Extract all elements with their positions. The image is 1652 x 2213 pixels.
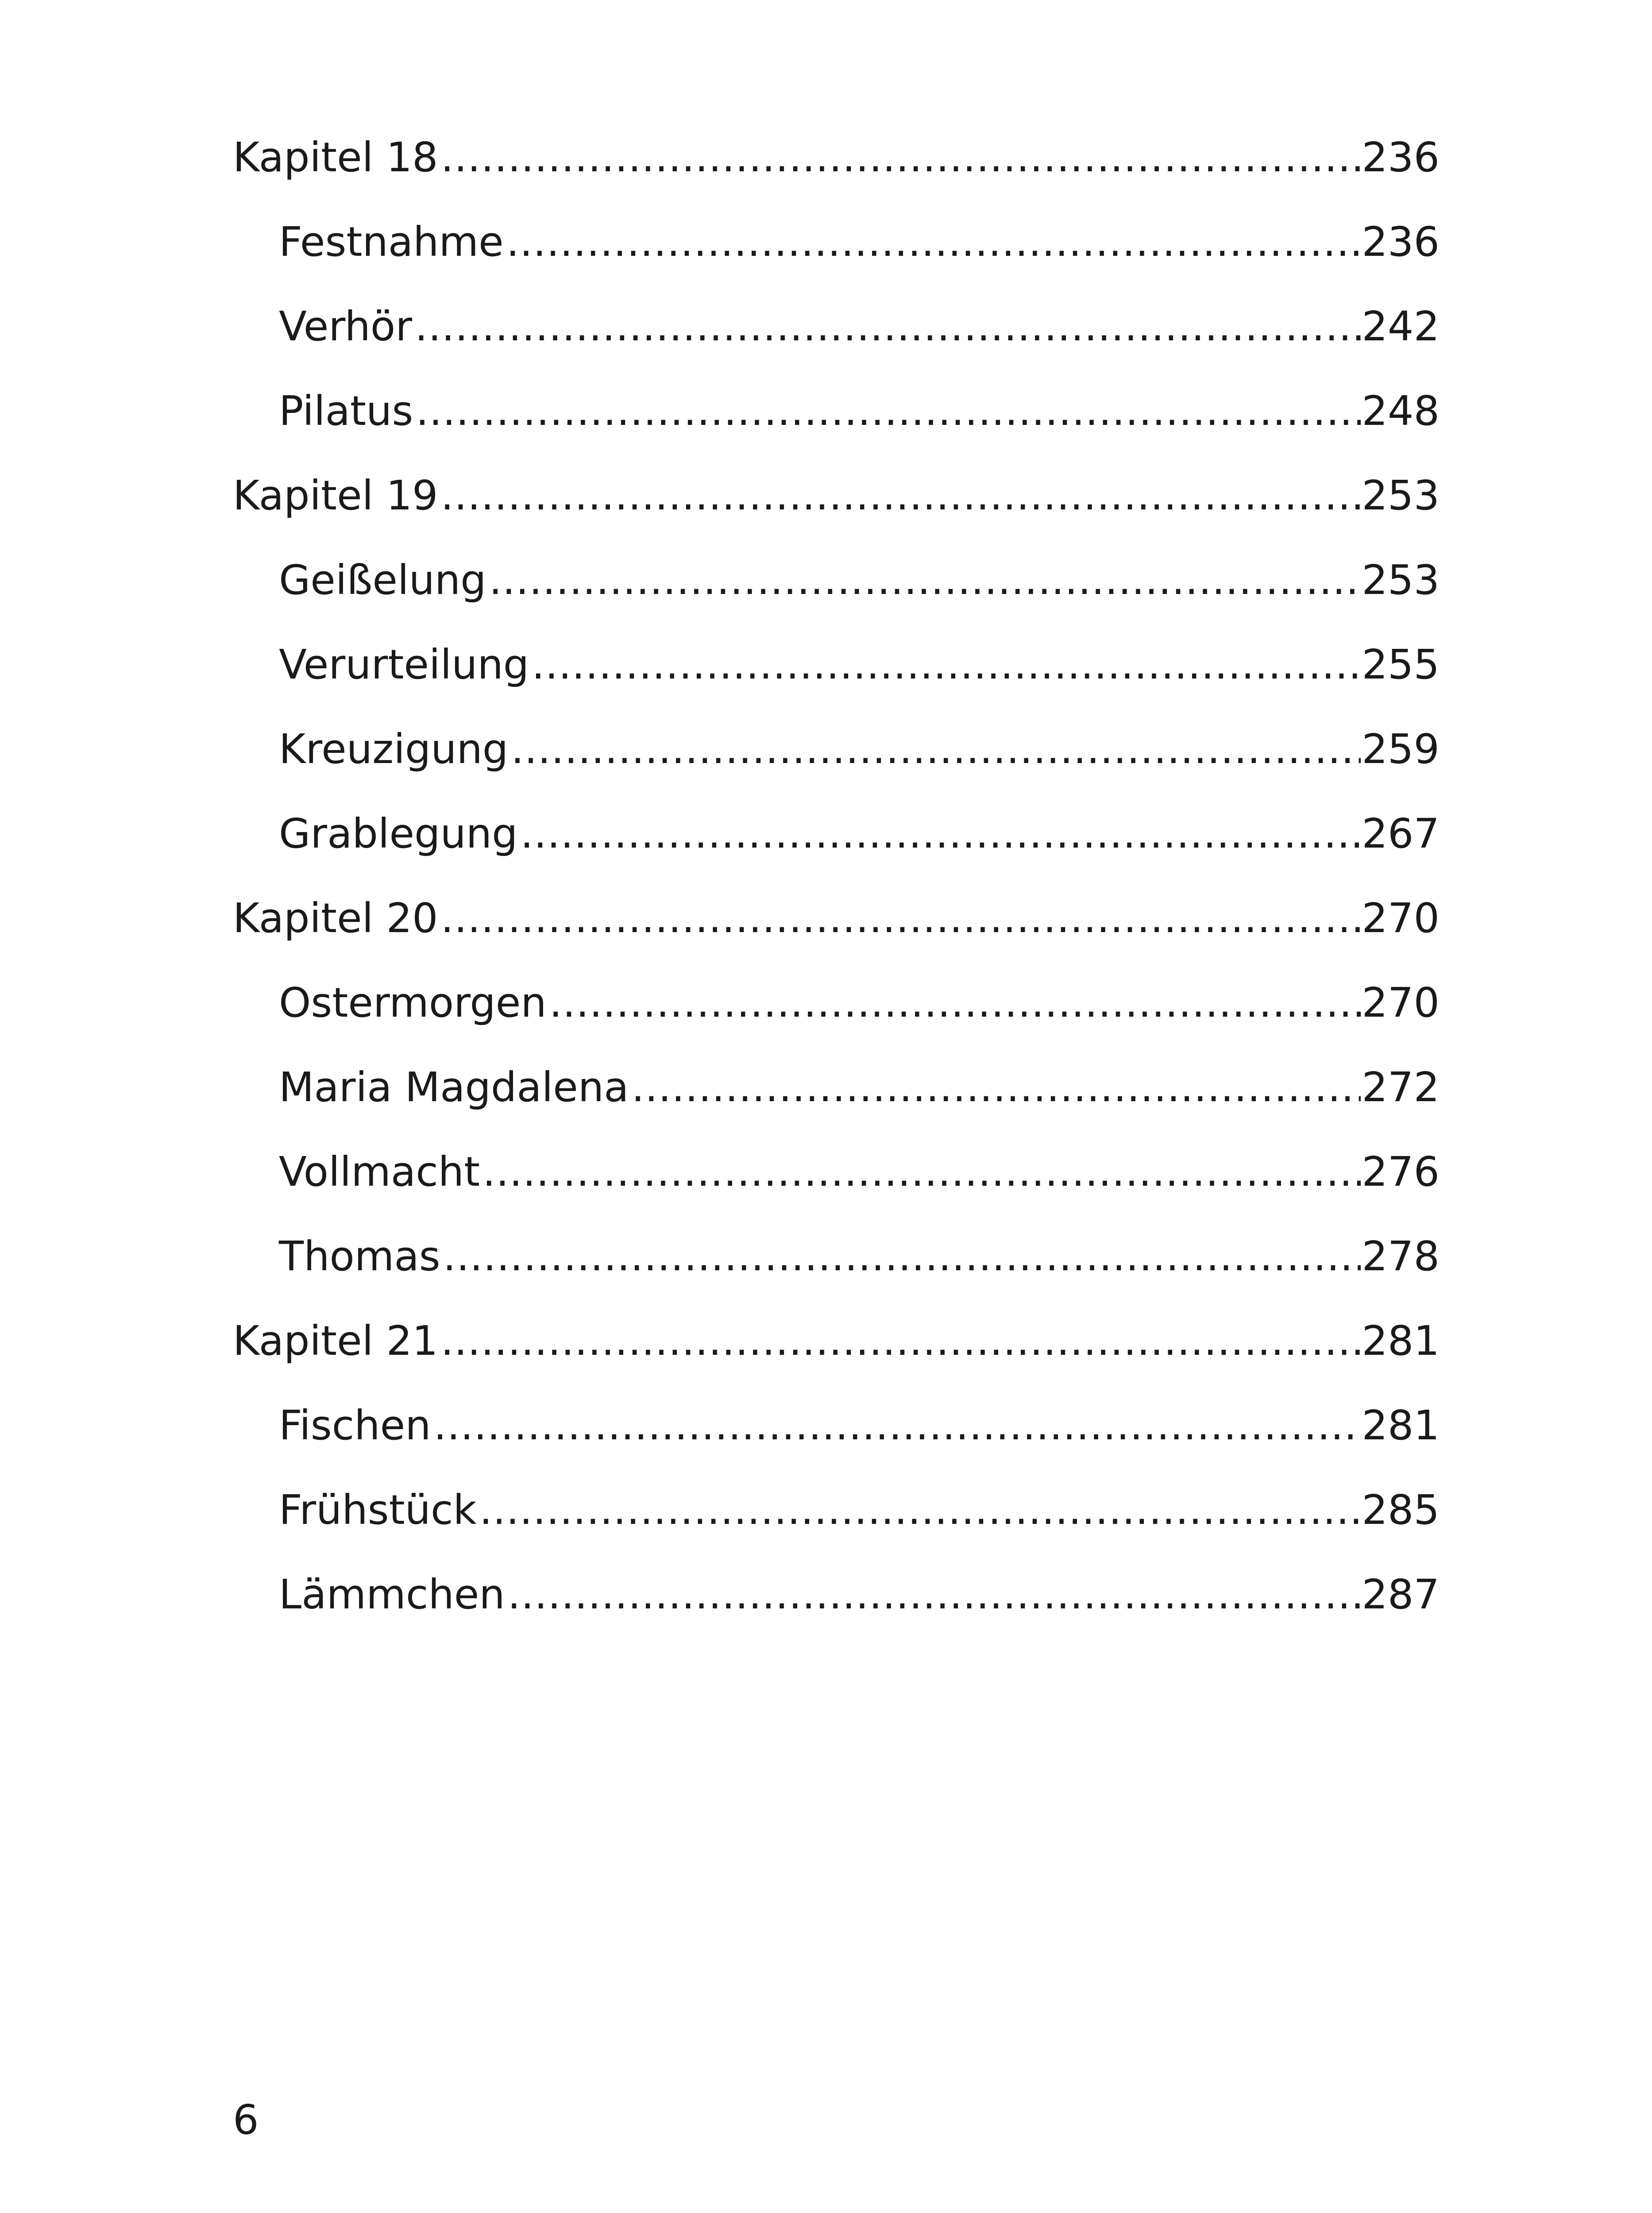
- page-number: 6: [233, 2096, 259, 2144]
- toc-leader-dots: [506, 200, 1361, 284]
- toc-entry-page: 278: [1362, 1233, 1440, 1280]
- toc-entry-page: 236: [1362, 218, 1440, 266]
- toc-leader-dots: [441, 876, 1361, 960]
- toc-entry-verurteilung[interactable]: [233, 622, 1440, 707]
- toc-leader-dots: [508, 1552, 1361, 1637]
- toc-entry-title: Festnahme: [279, 218, 504, 266]
- toc-entry-page: 276: [1362, 1148, 1440, 1195]
- toc-entry-vollmacht[interactable]: [233, 1130, 1440, 1214]
- toc-entry-title: Lämmchen: [279, 1571, 505, 1618]
- toc-leader-dots: [441, 115, 1361, 200]
- toc-entry-page: 236: [1362, 134, 1440, 181]
- toc-entry-page: 242: [1362, 303, 1440, 350]
- toc-entry-title: Vollmacht: [279, 1148, 480, 1195]
- toc-entry-kapitel-20[interactable]: [233, 876, 1440, 960]
- toc-entry-fischen[interactable]: [233, 1383, 1440, 1468]
- toc-entry-title: Kapitel 21: [233, 1317, 438, 1365]
- toc-entry-page: 267: [1362, 810, 1440, 857]
- toc-leader-dots: [549, 960, 1361, 1045]
- toc-entry-page: 285: [1362, 1486, 1440, 1534]
- toc-entry-ostermorgen[interactable]: [233, 960, 1440, 1045]
- toc-leader-dots: [443, 1214, 1361, 1299]
- toc-leader-dots: [520, 791, 1361, 876]
- toc-entry-title: Thomas: [279, 1233, 440, 1280]
- toc-entry-kapitel-18[interactable]: [233, 115, 1440, 200]
- toc-entry-title: Ostermorgen: [279, 979, 547, 1026]
- toc-entry-page: 253: [1362, 472, 1440, 519]
- table-of-contents: [233, 115, 1440, 1637]
- toc-entry-kreuzigung[interactable]: [233, 707, 1440, 791]
- toc-entry-page: 253: [1362, 556, 1440, 604]
- toc-leader-dots: [479, 1468, 1361, 1552]
- toc-entry-festnahme[interactable]: [233, 200, 1440, 284]
- toc-entry-pilatus[interactable]: [233, 369, 1440, 453]
- toc-entry-title: Geißelung: [279, 556, 486, 604]
- toc-entry-title: Maria Magdalena: [279, 1064, 629, 1111]
- toc-leader-dots: [482, 1130, 1361, 1214]
- toc-entry-page: 248: [1362, 387, 1440, 435]
- toc-leader-dots: [489, 538, 1361, 622]
- toc-entry-title: Kapitel 19: [233, 472, 438, 519]
- toc-entry-title: Fischen: [279, 1402, 431, 1449]
- toc-entry-title: Kapitel 20: [233, 894, 438, 942]
- toc-entry-verhoer[interactable]: [233, 284, 1440, 369]
- toc-entry-thomas[interactable]: [233, 1214, 1440, 1299]
- toc-entry-title: Kapitel 18: [233, 134, 438, 181]
- toc-entry-page: 281: [1362, 1402, 1440, 1449]
- toc-entry-grablegung[interactable]: [233, 791, 1440, 876]
- toc-entry-title: Verhör: [279, 303, 413, 350]
- toc-entry-laemmchen[interactable]: [233, 1552, 1440, 1637]
- toc-entry-page: 272: [1362, 1064, 1440, 1111]
- toc-entry-maria-magdalena[interactable]: [233, 1045, 1440, 1130]
- toc-entry-title: Verurteilung: [279, 641, 529, 688]
- toc-entry-page: 255: [1362, 641, 1440, 688]
- toc-entry-title: Pilatus: [279, 387, 413, 435]
- toc-leader-dots: [532, 622, 1361, 707]
- toc-entry-page: 281: [1362, 1317, 1440, 1365]
- toc-leader-dots: [415, 284, 1361, 369]
- toc-leader-dots: [434, 1383, 1361, 1468]
- toc-entry-kapitel-21[interactable]: [233, 1299, 1440, 1383]
- toc-entry-page: 270: [1362, 894, 1440, 942]
- toc-leader-dots: [511, 707, 1361, 791]
- toc-leader-dots: [416, 369, 1361, 453]
- toc-entry-geisselung[interactable]: [233, 538, 1440, 622]
- toc-entry-kapitel-19[interactable]: [233, 453, 1440, 538]
- toc-entry-title: Kreuzigung: [279, 725, 509, 773]
- toc-leader-dots: [441, 1299, 1361, 1383]
- toc-leader-dots: [441, 453, 1361, 538]
- toc-entry-page: 270: [1362, 979, 1440, 1026]
- toc-entry-page: 287: [1362, 1571, 1440, 1618]
- toc-entry-fruehstueck[interactable]: [233, 1468, 1440, 1552]
- toc-entry-title: Grablegung: [279, 810, 518, 857]
- toc-leader-dots: [632, 1045, 1361, 1130]
- toc-entry-title: Frühstück: [279, 1486, 477, 1534]
- toc-entry-page: 259: [1362, 725, 1440, 773]
